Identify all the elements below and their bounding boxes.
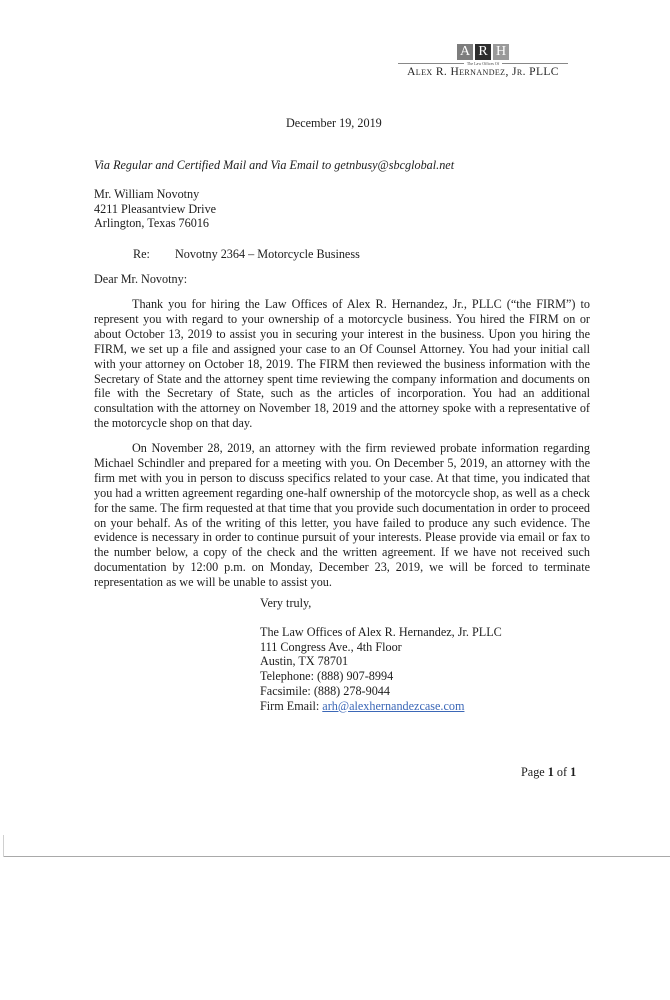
re-subject: Novotny 2364 – Motorcycle Business [175, 247, 360, 261]
firm-email-link[interactable]: arh@alexhernandezcase.com [322, 698, 465, 713]
signature-facsimile: Facsimile: (888) 278-9044 [260, 683, 390, 698]
signature-city: Austin, TX 78701 [260, 654, 349, 669]
logo-monogram [398, 44, 568, 60]
re-label: Re: [133, 247, 150, 261]
delivery-line: Via Regular and Certified Mail and Via Email to getnbusy@sbcglobal.net [94, 158, 455, 172]
logo-letter-h: H [493, 44, 509, 60]
logo-firm-name: Alex R. Hernandez, Jr. PLLC [407, 66, 559, 78]
signature-email-label: Firm Email: [260, 698, 323, 713]
recipient-name: Mr. William Novotny [94, 187, 200, 201]
page-number-prefix: Page [521, 765, 548, 779]
firm-logo [398, 44, 568, 78]
letter-date: December 19, 2019 [286, 116, 382, 130]
page-number-of: of [553, 765, 571, 779]
signature-telephone: Telephone: (888) 907-8994 [260, 669, 394, 684]
page-edge [3, 835, 4, 857]
logo-rule-left [398, 63, 464, 64]
body-paragraph-1: Thank you for hiring the Law Offices of Alex R. Hernandez, Jr., PLLC (“the FIRM”) to represent you with regard to your ownership of a motorcycle business. You hired the FIRM on or about October 13, 2019 to assist you in securing your interest in the business. Upon you hiring the FIRM, we set up a file and assigned your case to an Of Counsel Attorney. You had your initial call with your attorney on October 18, 2019. The FIRM then reviewed the business information with the Secretary of State and the attorney spent time reviewing the company information and documents on file with the Secretary of State, such as the articles of incorporation. You had an additional consultation with the attorney on November 18, 2019 and the attorney spoke with a representative of the motorcycle shop on that day. [94, 297, 590, 431]
logo-letter-r: R [475, 44, 491, 60]
re-line [133, 247, 360, 262]
page-number [521, 765, 576, 780]
logo-tagline: The Law Offices Of [466, 61, 500, 66]
page-number-current: 1 [547, 765, 554, 779]
signature-street: 111 Congress Ave., 4th Floor [260, 639, 402, 654]
body-paragraph-2: On November 28, 2019, an attorney with the firm reviewed probate information regarding Michael Schindler and prepared for a meeting with you. On December 5, 2019, an attorney with the firm met with you in person to discuss specifics related to your case. At that time, you indicated that you had a written agreement regarding one-half ownership of the motorcycle shop, as well as a check for the same. The firm requested at that time that you provide such documentation in order to proceed on your behalf. As of the writing of this letter, you have failed to produce any such evidence. The evidence is necessary in order to continue pursuit of your interests. Please provide via email or fax to the number below, a copy of the check and the written agreement. If we have not received such documentation by 12:00 p.m. on Monday, December 23, 2019, we will be forced to terminate representation as we will be unable to assist you. [94, 441, 590, 590]
logo-letter-a: A [457, 44, 473, 60]
logo-rule-right [502, 63, 568, 64]
signature-firm: The Law Offices of Alex R. Hernandez, Jr. PLLC [260, 625, 502, 639]
page-number-total: 1 [570, 765, 577, 779]
closing: Very truly, [260, 596, 312, 610]
signature-email-row [260, 699, 502, 714]
page-bottom-edge [4, 856, 670, 857]
salutation: Dear Mr. Novotny: [94, 272, 188, 286]
signature-block [260, 625, 502, 713]
recipient-city: Arlington, Texas 76016 [94, 216, 210, 231]
recipient-street: 4211 Pleasantview Drive [94, 201, 217, 216]
recipient-address [94, 187, 216, 231]
